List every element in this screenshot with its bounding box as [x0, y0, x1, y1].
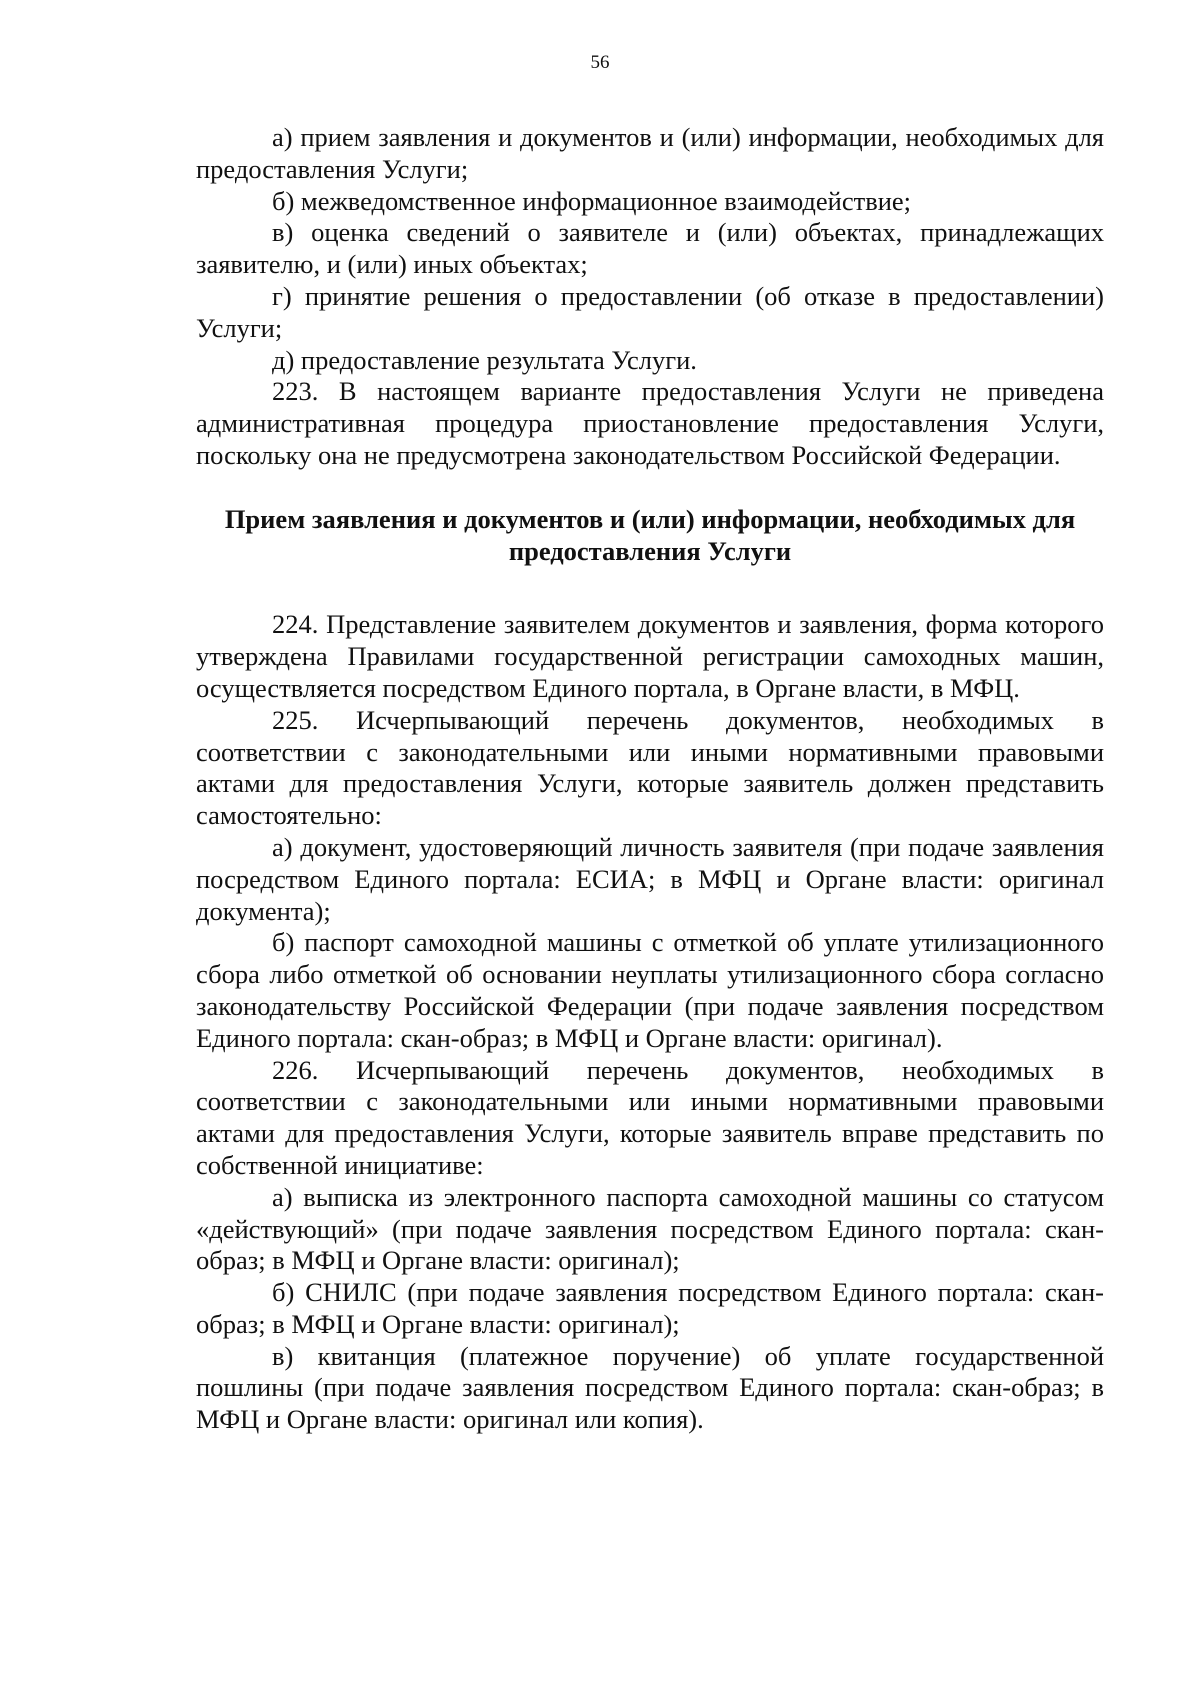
paragraph-224: 224. Представление заявителем документов и заявления, форма которого утверждена Правилами государственной регистрации самоходных машин, осуществляется посредством Единого портала, в Органе власти, в МФЦ. [196, 609, 1104, 703]
page-number: 56 [590, 52, 610, 73]
paragraph-226: 226. Исчерпывающий перечень документов, необходимых в соответствии с законодательными или иными нормативными правовыми актами для предоставления Услуги, которые заявитель вправе представить по собственной инициативе: [196, 1054, 1104, 1180]
paragraph-226-item-b: б) СНИЛС (при подаче заявления посредством Единого портала: скан-образ; в МФЦ и Органе власти: оригинал); [196, 1277, 1104, 1339]
list-item-b-intro: б) межведомственное информационное взаимодействие; [272, 185, 912, 216]
paragraph-223: 223. В настоящем варианте предоставления Услуги не приведена административная процедура приостановление предоставления Услуги, поскольку она не предусмотрена законодательством Российской Федерации. [196, 376, 1104, 470]
list-item-v-intro: в) оценка сведений о заявителе и (или) объектах, принадлежащих заявителю, и (или) иных объектах; [196, 217, 1104, 280]
list-item-d-intro: д) предоставление результата Услуги. [272, 344, 697, 375]
paragraph-226-item-a: а) выписка из электронного паспорта самоходной машины со статусом «действующий» (при подаче заявления посредством Единого портала: скан-образ; в МФЦ и Органе власти: оригинал); [196, 1181, 1104, 1276]
list-item-g-intro: г) принятие решения о предоставлении (об отказе в предоставлении) Услуги; [196, 280, 1104, 343]
paragraph-226-item-v: в) квитанция (платежное поручение) об уплате государственной пошлины (при подаче заявления посредством Единого портала: скан-образ; в МФЦ и Органе власти: оригинал или копия). [196, 1340, 1104, 1435]
list-item-a-intro: а) прием заявления и документов и (или) информации, необходимых для предоставления Услуги; [196, 122, 1104, 184]
paragraph-225: 225. Исчерпывающий перечень документов, необходимых в соответствии с законодательными или иными нормативными правовыми актами для предоставления Услуги, которые заявитель должен представить самостоятельно: [196, 704, 1104, 831]
paragraph-225-item-b: б) паспорт самоходной машины с отметкой об уплате утилизационного сбора либо отметкой об основании неуплаты утилизационного сбора согласно законодательству Российской Федерации (при подаче заявления посредством Единого портала: скан-образ; в МФЦ и Органе власти: оригинал). [196, 927, 1104, 1053]
section-heading: Прием заявления и документов и (или) информации, необходимых для предоставления Услуги [224, 503, 1076, 566]
paragraph-225-item-a: а) документ, удостоверяющий личность заявителя (при подаче заявления посредством Единого портала: ЕСИА; в МФЦ и Органе власти: оригинал документа); [196, 831, 1104, 926]
document-body [196, 122, 1104, 1436]
